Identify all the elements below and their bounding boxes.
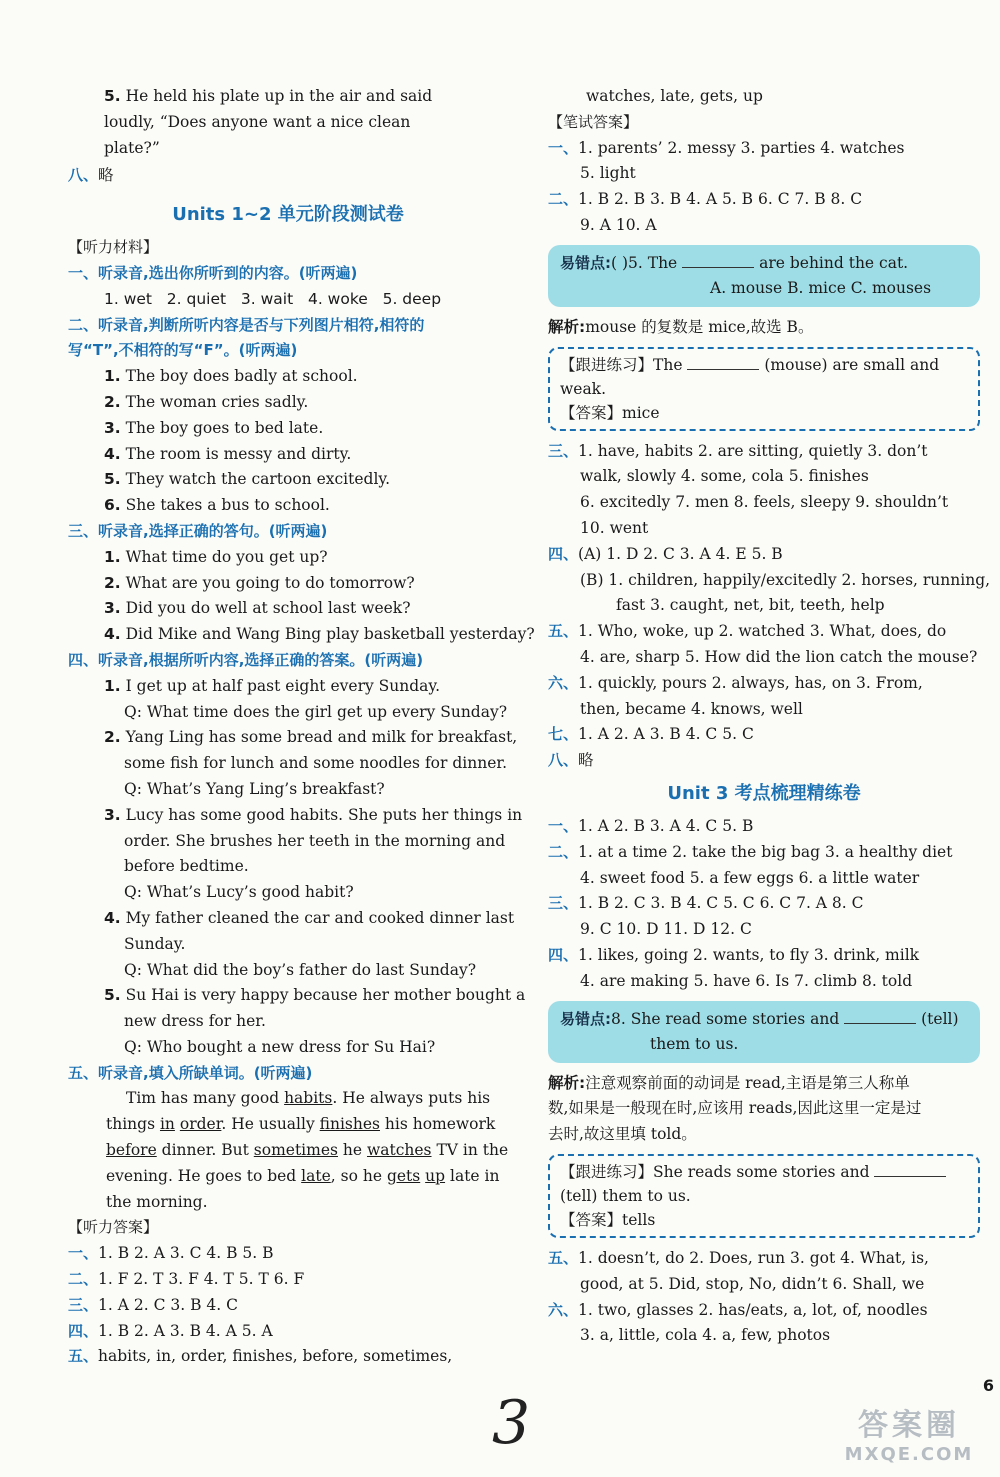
- answer-row: 三、1. have, habits 2. are sitting, quietly 3. don’t: [548, 441, 928, 460]
- answer-row: 四、(A) 1. D 2. C 3. A 4. E 5. B: [548, 544, 783, 563]
- question-line: Q: What’s Lucy’s good habit?: [124, 883, 354, 902]
- answer-blank: [687, 355, 759, 370]
- section-eight: 八、略: [68, 166, 114, 185]
- answer-row: 四、1. B 2. A 3. B 4. A 5. A: [68, 1321, 273, 1340]
- answer-row: 一、1. B 2. A 3. C 4. B 5. B: [68, 1244, 274, 1263]
- list-item: 1. What time do you get up?: [104, 547, 328, 566]
- list-item: 4. My father cleaned the car and cooked dinner last: [104, 908, 515, 927]
- answer-row-cont: 4. sweet food 5. a few eggs 6. a little water: [580, 868, 920, 887]
- list-item: 1. wet 2. quiet 3. wait 4. woke 5. deep: [104, 289, 442, 308]
- answer-row-cont: walk, slowly 4. some, cola 5. finishes: [580, 467, 869, 486]
- list-item-cont: before bedtime.: [124, 857, 249, 876]
- list-item-cont: loudly, “Does anyone want a nice clean: [104, 112, 411, 131]
- analysis: 解析:注意观察前面的动词是 read,主语是第三人称单: [548, 1073, 910, 1092]
- passage-line: evening. He goes to bed late, so he gets up late in: [106, 1166, 500, 1185]
- error-options: A. mouse B. mice C. mouses: [710, 278, 932, 297]
- passage-line: things in order. He usually finishes his homework: [106, 1115, 496, 1134]
- list-item: 4. Did Mike and Wang Bing play basketball yesterday?: [104, 625, 535, 644]
- analysis-cont: 数,如果是一般现在时,应该用 reads,因此这里一定是过: [548, 1099, 922, 1118]
- analysis: 解析:mouse 的复数是 mice,故选 B。: [548, 317, 814, 336]
- answer-row: 三、1. A 2. C 3. B 4. C: [68, 1295, 238, 1314]
- answer-row-cont: 6. excitedly 7. men 8. feels, sleepy 9. shouldn’t: [580, 493, 949, 512]
- analysis-cont: 去时,故这里填 told。: [548, 1125, 697, 1144]
- list-item: 6. She takes a bus to school.: [104, 496, 330, 515]
- follow-up-box: 【跟进练习】She reads some stories and (tell) them to us. 【答案】tells: [548, 1154, 980, 1238]
- answer-row: 二、1. B 2. B 3. B 4. A 5. B 6. C 7. B 8. C: [548, 190, 863, 209]
- section-heading: 五、听录音,填入所缺单词。(听两遍): [68, 1063, 313, 1082]
- question-line: Q: What time does the girl get up every Sunday?: [124, 702, 508, 721]
- answer-row-cont: 9. A 10. A: [580, 215, 657, 234]
- written-answers-heading: 【笔试答案】: [548, 112, 639, 131]
- answer-row: 三、1. B 2. C 3. B 4. C 5. C 6. C 7. A 8. C: [548, 894, 864, 913]
- answer-row: 八、略: [548, 751, 594, 770]
- list-item: 4. The room is messy and dirty.: [104, 444, 352, 463]
- right-column: [548, 84, 991, 1349]
- answer-row: 二、1. F 2. T 3. F 4. T 5. T 6. F: [68, 1270, 305, 1289]
- answer-row-cont: 3. a, little, cola 4. a, few, photos: [580, 1326, 831, 1345]
- answer-row: 五、1. Who, woke, up 2. watched 3. What, does, do: [548, 622, 947, 641]
- section-heading: 四、听录音,根据所听内容,选择正确的答案。(听两遍): [68, 650, 424, 669]
- question-line: Q: What did the boy’s father do last Sunday?: [124, 960, 477, 979]
- answer-row-cont: good, at 5. Did, stop, No, didn’t 6. Shall, we: [580, 1274, 925, 1293]
- answer-row-cont: (B) 1. children, happily/excitedly 2. horses, running,: [580, 570, 991, 589]
- list-item-cont: Sunday.: [124, 934, 186, 953]
- watermark-logo: 答案圈 MXQE.COM: [844, 1408, 974, 1465]
- page-title: Units 1∼2 单元阶段测试卷: [172, 204, 404, 226]
- answer-row-cont: 5. light: [580, 164, 636, 183]
- answer-row-cont: 9. C 10. D 11. D 12. C: [580, 920, 752, 939]
- section-heading: 二、听录音,判断所听内容是否与下列图片相符,相符的: [68, 315, 425, 334]
- error-prone-label: 易错点:: [560, 253, 611, 272]
- answer-row-cont: 10. went: [580, 518, 649, 537]
- listening-answers-heading: 【听力答案】: [68, 1218, 159, 1237]
- list-item: 2. Yang Ling has some bread and milk for breakfast,: [104, 728, 518, 747]
- passage-line: Tim has many good habits. He always puts his: [126, 1089, 491, 1108]
- answer-row: 六、1. two, glasses 2. has/eats, a, lot, of, noodles: [548, 1300, 928, 1319]
- answer-blank: [844, 1009, 916, 1024]
- listening-material-heading: 【听力材料】: [68, 238, 159, 257]
- list-item: 3. The boy goes to bed late.: [104, 418, 324, 437]
- question-line: Q: Who bought a new dress for Su Hai?: [124, 1037, 436, 1056]
- list-item: 2. What are you going to do tomorrow?: [104, 573, 415, 592]
- answer-row-cont: then, became 4. knows, well: [580, 699, 803, 718]
- answer-row: 一、1. A 2. B 3. A 4. C 5. B: [548, 816, 754, 835]
- list-item: 5. Su Hai is very happy because her mother bought a: [104, 986, 526, 1005]
- list-item: 1. I get up at half past eight every Sunday.: [104, 676, 441, 695]
- handwritten-mark: 3: [492, 1388, 531, 1458]
- answer-row: 一、1. parents’ 2. messy 3. parties 4. watches: [548, 138, 905, 157]
- section-heading: 三、听录音,选择正确的答句。(听两遍): [68, 521, 328, 540]
- answer-row-cont: fast 3. caught, net, bit, teeth, help: [616, 596, 885, 615]
- list-item-cont: order. She brushes her teeth in the morning and: [124, 831, 506, 850]
- answer-row: 六、1. quickly, pours 2. always, has, on 3. From,: [548, 673, 923, 692]
- list-item-cont: new dress for her.: [124, 1012, 266, 1031]
- answer-continuation: watches, late, gets, up: [586, 87, 763, 105]
- passage-line: before dinner. But sometimes he watches TV in the: [106, 1141, 509, 1160]
- section-heading: 一、听录音,选出你所听到的内容。(听两遍): [68, 263, 358, 282]
- page-number: 6: [982, 1376, 994, 1395]
- answer-row: 五、1. doesn’t, do 2. Does, run 3. got 4. What, is,: [548, 1248, 929, 1267]
- answer-row-cont: 4. are making 5. have 6. Is 7. climb 8. told: [580, 971, 913, 990]
- answer-row: 五、habits, in, order, finishes, before, sometimes,: [68, 1347, 453, 1366]
- answer-row: 七、1. A 2. A 3. B 4. C 5. C: [548, 725, 754, 744]
- answer-blank: [874, 1162, 946, 1177]
- answer-blank: [682, 253, 754, 268]
- question-line: Q: What’s Yang Ling’s breakfast?: [124, 779, 385, 798]
- error-line: them to us.: [650, 1034, 739, 1053]
- left-column: [68, 84, 535, 1370]
- section-heading: 写“T”,不相符的写“F”。(听两遍): [68, 341, 298, 360]
- answer-row: 二、1. at a time 2. take the big bag 3. a healthy diet: [548, 842, 953, 861]
- error-prone-label: 易错点:: [560, 1009, 611, 1028]
- list-item: 2. The woman cries sadly.: [104, 392, 309, 411]
- list-item-cont: plate?”: [104, 138, 160, 157]
- follow-up-box: 【跟进练习】The (mouse) are small and weak. 【答案】mice: [548, 347, 980, 431]
- answer-row-cont: 4. are, sharp 5. How did the lion catch the mouse?: [580, 647, 978, 666]
- list-item: 5. He held his plate up in the air and said: [104, 87, 433, 105]
- list-item: 3. Did you do well at school last week?: [104, 599, 411, 618]
- list-item: 5. They watch the cartoon excitedly.: [104, 470, 391, 489]
- error-prone-box: 易错点:8. She read some stories and (tell) them to us.: [548, 1001, 980, 1063]
- section-title: Unit 3 考点梳理精练卷: [667, 782, 861, 804]
- error-prone-box: 易错点:( )5. The are behind the cat. A. mouse B. mice C. mouses: [548, 245, 980, 307]
- passage-line: the morning.: [106, 1192, 208, 1211]
- answer-row: 四、1. likes, going 2. wants, to fly 3. drink, milk: [548, 945, 920, 964]
- list-item: 1. The boy does badly at school.: [104, 367, 358, 386]
- list-item: 3. Lucy has some good habits. She puts her things in: [104, 805, 523, 824]
- list-item-cont: some fish for lunch and some noodles for dinner.: [124, 754, 507, 773]
